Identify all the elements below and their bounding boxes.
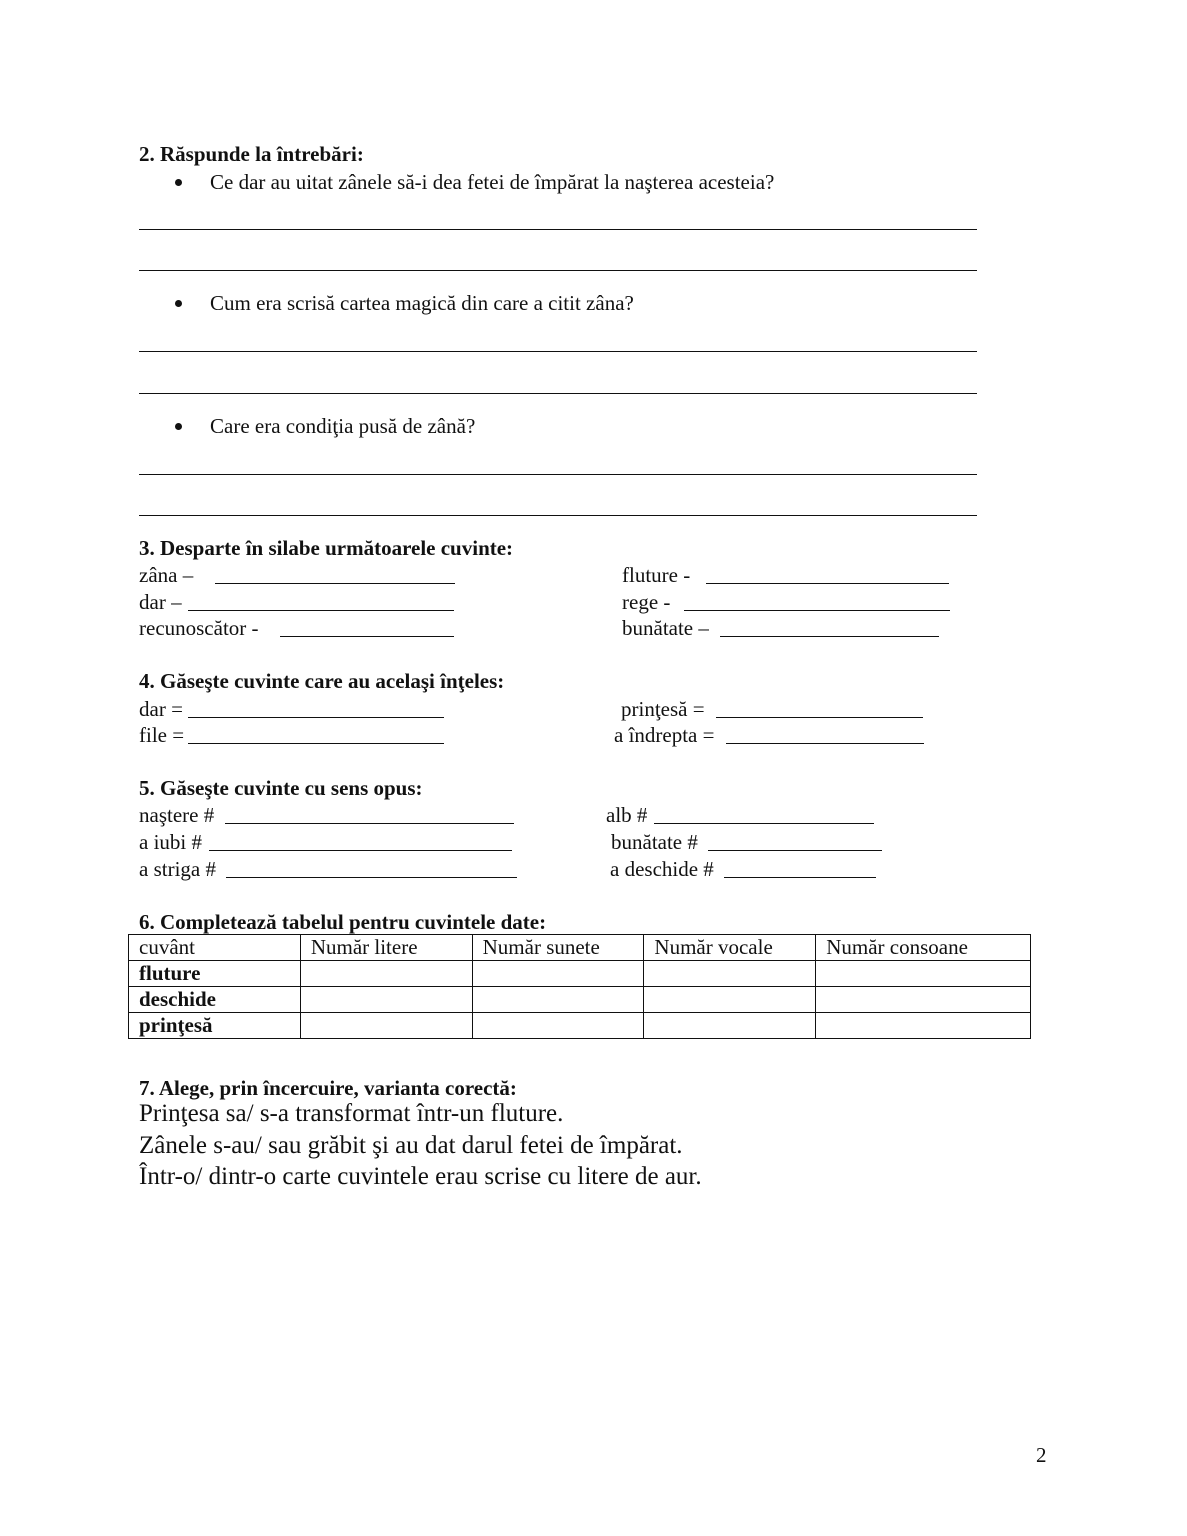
- antonym-word-bunatate: bunătate #: [611, 830, 698, 854]
- synonym-word-a-indrepta: a îndrepta =: [614, 723, 715, 747]
- table-row-word: prinţesă: [129, 1013, 301, 1039]
- section-6-title: 6. Completează tabelul pentru cuvintele date:: [139, 910, 547, 934]
- syllable-blank-bunatate[interactable]: [720, 636, 939, 637]
- table-row: [129, 961, 1031, 987]
- antonym-word-a-deschide: a deschide #: [610, 857, 714, 881]
- syllable-word-bunatate: bunătate –: [622, 616, 709, 640]
- table-header-vocale: Număr vocale: [644, 935, 816, 961]
- table-header-litere: Număr litere: [300, 935, 472, 961]
- table-header-consoane: Număr consoane: [816, 935, 1031, 961]
- table-cell[interactable]: [300, 1013, 472, 1039]
- question-3: Care era condiţia pusă de zână?: [210, 414, 476, 438]
- table-cell[interactable]: [472, 987, 644, 1013]
- section-7-title: 7. Alege, prin încercuire, varianta corectă:: [139, 1076, 517, 1100]
- bullet-icon: [175, 423, 182, 430]
- table-cell[interactable]: [816, 1013, 1031, 1039]
- page-number: 2: [1036, 1443, 1047, 1467]
- question-1: Ce dar au uitat zânele să-i dea fetei de împărat la naşterea acesteia?: [210, 170, 775, 194]
- choice-sentence-3[interactable]: Într-o/ dintr-o carte cuvintele erau scrise cu litere de aur.: [139, 1163, 702, 1190]
- table-row-word: fluture: [129, 961, 301, 987]
- table-header-row: [129, 935, 1031, 961]
- table-cell[interactable]: [644, 987, 816, 1013]
- antonym-blank-alb[interactable]: [654, 823, 874, 824]
- table-cell[interactable]: [472, 961, 644, 987]
- synonym-word-dar: dar =: [139, 697, 183, 721]
- antonym-blank-a-striga[interactable]: [226, 877, 517, 878]
- table-header-sunete: Număr sunete: [472, 935, 644, 961]
- table-cell[interactable]: [300, 987, 472, 1013]
- bullet-icon: [175, 300, 182, 307]
- choice-sentence-2[interactable]: Zânele s-au/ sau grăbit şi au dat darul fetei de împărat.: [139, 1132, 683, 1159]
- syllable-word-rege: rege -: [622, 590, 671, 614]
- table-row: [129, 987, 1031, 1013]
- word-analysis-table: [128, 934, 1031, 1039]
- question-2: Cum era scrisă cartea magică din care a citit zâna?: [210, 291, 634, 315]
- antonym-blank-bunatate[interactable]: [708, 850, 882, 851]
- answer-line-3b[interactable]: [139, 515, 977, 516]
- section-2-title: 2. Răspunde la întrebări:: [139, 142, 364, 166]
- answer-line-1b[interactable]: [139, 270, 977, 271]
- syllable-word-recunoscator: recunoscător -: [139, 616, 259, 640]
- answer-line-2b[interactable]: [139, 393, 977, 394]
- syllable-word-fluture: fluture -: [622, 563, 691, 587]
- table-row: [129, 1013, 1031, 1039]
- bullet-icon: [175, 179, 182, 186]
- synonym-word-printesa: prinţesă =: [621, 697, 705, 721]
- table-header-cuvant: cuvânt: [129, 935, 301, 961]
- syllable-word-dar: dar –: [139, 590, 182, 614]
- section-5-title: 5. Găseşte cuvinte cu sens opus:: [139, 776, 423, 800]
- choice-sentence-1[interactable]: Prinţesa sa/ s-a transformat într-un fluture.: [139, 1100, 564, 1127]
- table-cell[interactable]: [644, 1013, 816, 1039]
- synonym-blank-a-indrepta[interactable]: [726, 743, 924, 744]
- syllable-blank-recunoscator[interactable]: [280, 636, 454, 637]
- syllable-blank-dar[interactable]: [188, 610, 454, 611]
- syllable-word-zana: zâna –: [139, 563, 194, 587]
- antonym-blank-nastere[interactable]: [225, 823, 514, 824]
- table-cell[interactable]: [644, 961, 816, 987]
- syllable-blank-fluture[interactable]: [706, 583, 949, 584]
- synonym-blank-printesa[interactable]: [716, 717, 923, 718]
- table-row-word: deschide: [129, 987, 301, 1013]
- synonym-blank-file[interactable]: [188, 743, 444, 744]
- synonym-blank-dar[interactable]: [188, 717, 444, 718]
- syllable-blank-rege[interactable]: [684, 610, 950, 611]
- table-cell[interactable]: [816, 961, 1031, 987]
- antonym-word-nastere: naştere #: [139, 803, 215, 827]
- section-3-title: 3. Desparte în silabe următoarele cuvinte:: [139, 536, 514, 560]
- table-cell[interactable]: [472, 1013, 644, 1039]
- answer-line-2a[interactable]: [139, 351, 977, 352]
- table-cell[interactable]: [300, 961, 472, 987]
- antonym-word-alb: alb #: [606, 803, 648, 827]
- answer-line-1a[interactable]: [139, 229, 977, 230]
- antonym-blank-a-iubi[interactable]: [209, 850, 512, 851]
- syllable-blank-zana[interactable]: [215, 583, 455, 584]
- synonym-word-file: file =: [139, 723, 185, 747]
- antonym-word-a-striga: a striga #: [139, 857, 216, 881]
- antonym-blank-a-deschide[interactable]: [724, 877, 876, 878]
- table-cell[interactable]: [816, 987, 1031, 1013]
- section-4-title: 4. Găseşte cuvinte care au acelaşi înţeles:: [139, 669, 505, 693]
- antonym-word-a-iubi: a iubi #: [139, 830, 202, 854]
- answer-line-3a[interactable]: [139, 474, 977, 475]
